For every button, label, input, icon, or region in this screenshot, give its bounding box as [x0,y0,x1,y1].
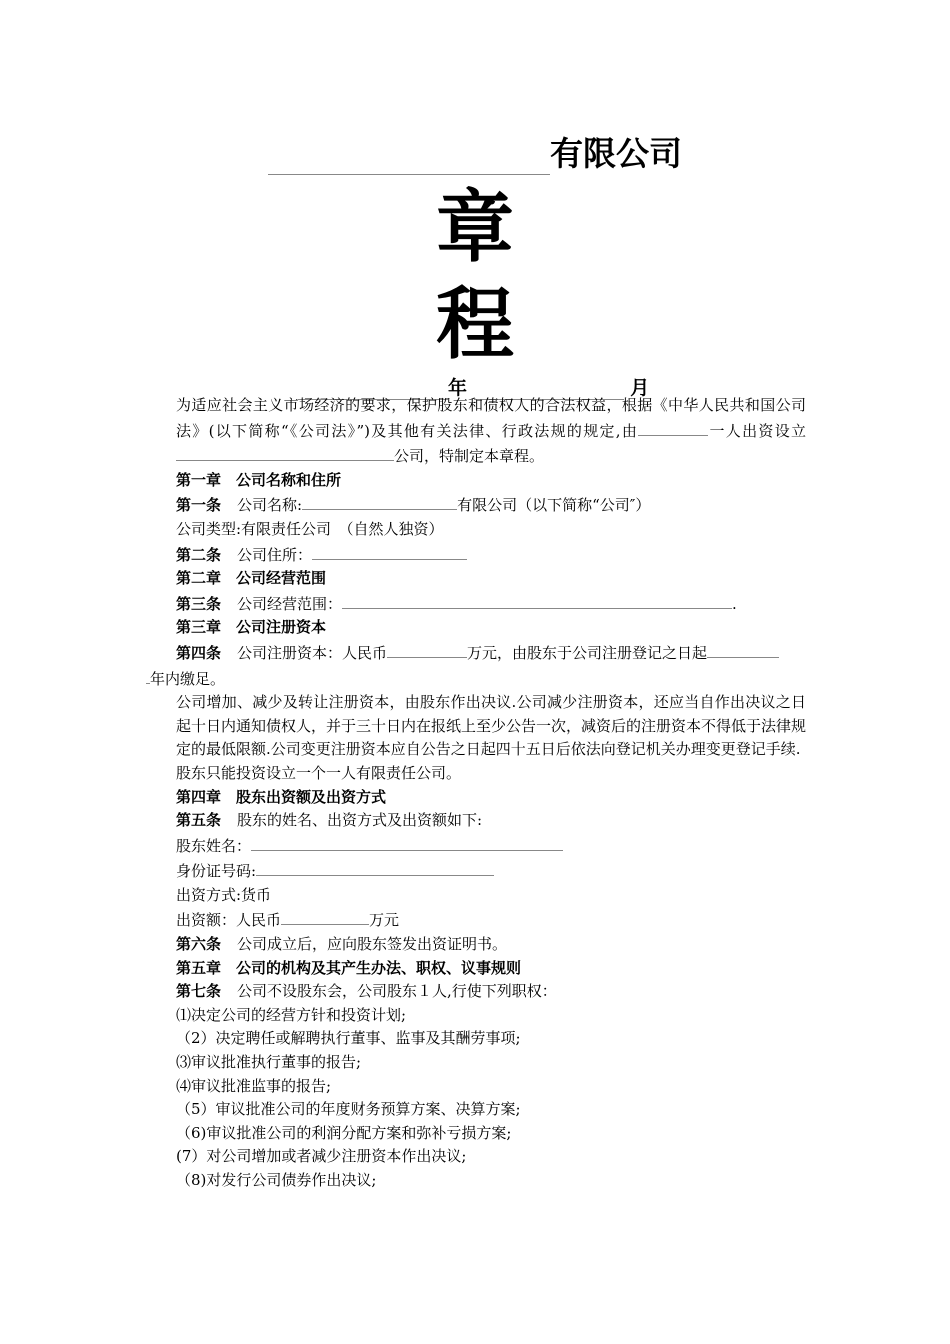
article-2-text: 公司住所： [237,545,313,564]
power-item: （5）审议批准公司的年度财务预算方案、决算方案; [176,1100,521,1119]
shareholder-name-line [146,833,806,859]
chapter-5-heading: 第五章 公司的机构及其产生办法、职权、议事规则 [176,958,522,977]
article-1-suffix: 有限公司（以下简称“公司″） [457,496,651,515]
capital-field [387,640,467,658]
article-1-label: 第一条 [176,496,222,515]
intro-text-3: 公司，特制定本章程。 [394,447,545,466]
article-4-label: 第四条 [176,643,222,662]
shareholder-name-label: 股东姓名： [176,836,252,855]
article-3 [146,591,806,617]
article-6-text: 公司成立后，应向股东签发出资证明书。 [237,935,508,954]
shareholder-name-field [251,833,563,851]
company-name-field [302,492,457,510]
article-2 [146,542,806,568]
business-scope-field [342,591,732,609]
year-label: 年 [448,377,468,399]
article-3-label: 第三条 [176,594,222,613]
one-company-rule: 股东只能投资设立一个一人有限责任公司。 [176,763,462,782]
article-7-text: 公司不设股东会，公司股东１人,行使下列职权： [237,982,557,1001]
company-name-blank [268,140,550,175]
chapter-2-heading: 第二章 公司经营范围 [176,569,327,588]
article-4-end: 年内缴足。 [150,669,226,688]
id-number-line [146,858,806,884]
title-char-1: 章 [435,183,514,273]
article-1 [146,492,806,518]
article-5-text: 股东的姓名、出资方式及出资额如下: [237,811,483,830]
founder-blank [638,418,708,436]
chapter-3-heading: 第三章 公司注册资本 [176,618,327,637]
article-4-text: 公司注册资本：人民币 [237,643,388,662]
intro-text-1: 为适应社会主义市场经济的要求，保护股东和债权人的合法权益，根据《中华人民共和国公司法》(以下简称“《公司法》”)及其他有关法律、行政法规的规定,由 [176,396,806,440]
power-item: ⑷审议批准监事的报告; [176,1076,332,1095]
article-4 [146,640,806,666]
contribution-amount-field [281,907,369,925]
article-4-cont [146,666,806,692]
power-item: （6)审议批准公司的利润分配方案和弥补亏损方案; [176,1123,512,1142]
article-7-label: 第七条 [176,982,222,1001]
chapter-4-heading: 第四章 股东出资额及出资方式 [176,787,387,806]
id-number-label: 身份证号码: [176,862,257,881]
power-item: （8)对发行公司债券作出决议; [176,1171,377,1189]
article-7 [146,980,806,1004]
article-6 [146,933,806,957]
company-suffix: 有限公司 [550,134,682,173]
years-field-a [707,640,779,658]
contribution-amount-line [146,907,806,933]
article-1-text: 公司名称: [237,496,303,515]
company-type: 公司类型:有限责任公司 （自然人独资） [176,519,444,538]
article-5-label: 第五条 [176,811,222,830]
intro-paragraph [146,394,806,469]
contribution-amount-label: 出资额：人民币 [176,911,282,930]
chapter-1-heading: 第一章 公司名称和住所 [176,470,342,489]
power-item: ⑶审议批准执行董事的报告; [176,1053,362,1072]
capital-change-paragraph: 公司增加、减少及转让注册资本，由股东作出决议.公司减少注册资本，还应当自作出决议之日起十日内通知债权人，并于三十日内在报纸上至少公告一次，减资后的注册资本不得低于法律规定的最低限额.公司变更注册资本应自公告之日起四十五日后依法向登记机关办理变更登记手续. [176,693,807,759]
article-3-end: . [732,594,737,613]
intro-text-2: 一人出资设立 [708,421,806,440]
month-label: 月 [630,377,650,399]
article-2-label: 第二条 [176,545,222,564]
article-4-mid: 万元，由股东于公司注册登记之日起 [467,643,708,662]
power-item: ⑴决定公司的经营方针和投资计划; [176,1005,407,1024]
title-char-2: 程 [435,280,514,370]
id-number-field [256,858,494,876]
document-body [146,394,806,1193]
power-item: (7）对公司增加或者减少注册资本作出决议; [176,1147,467,1166]
address-field [312,542,467,560]
contribution-method: 出资方式:货币 [176,885,272,904]
article-6-label: 第六条 [176,935,222,954]
article-5 [146,809,806,833]
article-3-text: 公司经营范围： [237,594,343,613]
company-title [0,128,950,175]
power-item: （2）决定聘任或解聘执行董事、监事及其酬劳事项; [176,1029,521,1048]
company-blank [176,443,394,461]
contribution-amount-unit: 万元 [369,911,400,930]
